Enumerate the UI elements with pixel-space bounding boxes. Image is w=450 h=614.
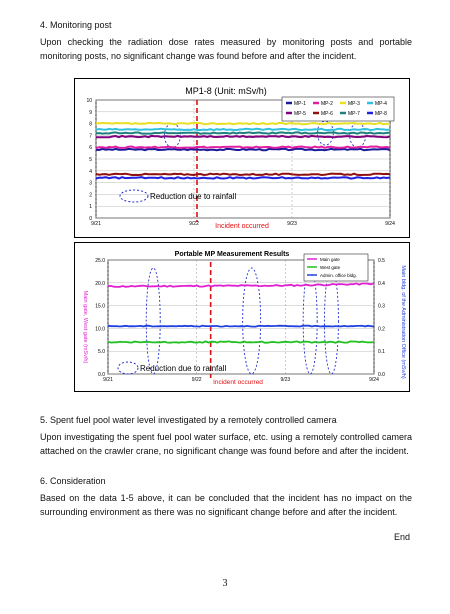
chart-2-title: Portable MP Measurement Results (174, 251, 290, 258)
chart-2-x-tick-label: 9/23 (280, 377, 291, 383)
legend-label: Main gate (320, 257, 340, 262)
chart-2-y-right-tick-label: 0.0 (378, 372, 385, 378)
legend-label: MP-8 (375, 111, 387, 117)
chart-1-y-tick-label: 7 (89, 133, 92, 140)
chart-2-x-tick-label: 9/22 (191, 377, 202, 383)
chart-1-series-mp-3 (96, 123, 390, 124)
section-5-heading: 5. Spent fuel pool water level investigated by a remotely controlled camera (40, 415, 337, 425)
chart-2-left-axis-label: Main gate, West gate (mSv/h) (82, 290, 88, 364)
chart-1-incident-label: Incident occurred (215, 223, 269, 230)
legend-label: MP-2 (321, 101, 333, 107)
chart-1-y-tick-label: 10 (86, 98, 92, 104)
chart-2-right-axis-label: Main bldg. of the Administration Office (mSv/h) (400, 265, 406, 379)
chart-2 (74, 242, 410, 392)
chart-1 (74, 78, 410, 238)
legend-label: West gate (320, 265, 341, 270)
chart-2-y-right-tick-label: 0.4 (378, 280, 385, 287)
chart-1-series-mp-1 (96, 149, 390, 150)
legend-label: MP-6 (321, 111, 333, 117)
legend-label: MP-7 (348, 111, 360, 117)
chart-2-y-tick-label: 0.0 (98, 372, 105, 378)
chart-2-y-right-tick-label: 0.5 (378, 258, 385, 264)
chart-2-y-right-tick-label: 0.1 (378, 349, 385, 356)
chart-2-y-tick-label: 20.0 (95, 280, 105, 287)
chart-1-y-tick-label: 2 (89, 192, 92, 199)
chart-2-y-tick-label: 25.0 (95, 258, 105, 264)
legend-label: MP-1 (294, 101, 306, 107)
chart-2-series-admin-office-bldg- (108, 326, 374, 327)
chart-1-y-tick-label: 1 (89, 204, 92, 211)
chart-2-y-right-tick-label: 0.3 (378, 303, 385, 310)
chart-1-annotation-text: Reduction due to rainfall (150, 192, 237, 201)
legend-label: MP-4 (375, 101, 387, 107)
chart-1-y-tick-label: 8 (89, 121, 92, 128)
chart-1-x-tick-label: 9/23 (287, 221, 297, 227)
legend-label: MP-5 (294, 111, 306, 117)
legend-label: MP-3 (348, 101, 360, 107)
section-4-body: Upon checking the radiation dose rates measured by monitoring posts and portable monitoring posts, no significant change was found before and after the incident. (40, 37, 412, 61)
chart-2-x-tick-label: 9/21 (103, 377, 113, 383)
chart-2-y-right-tick-label: 0.2 (378, 326, 385, 333)
chart-2-y-tick-label: 5.0 (98, 349, 105, 356)
section-4-heading: 4. Monitoring post (40, 20, 112, 30)
chart-1-x-tick-label: 9/24 (385, 221, 395, 227)
chart-1-y-tick-label: 0 (89, 216, 92, 222)
chart-2-y-tick-label: 15.0 (95, 303, 105, 310)
chart-1-y-tick-label: 3 (89, 180, 92, 187)
chart-1-x-tick-label: 9/22 (189, 221, 199, 227)
chart-2-x-tick-label: 9/24 (369, 377, 379, 383)
chart-2-annotation-text: Reduction due to rainfall (140, 364, 227, 373)
section-6-body: Based on the data 1-5 above, it can be concluded that the incident has no impact on the surrounding environment as there was no significant change before and after the incident. (40, 493, 412, 517)
end-label: End (394, 532, 411, 542)
chart-1-y-tick-label: 6 (89, 145, 92, 152)
chart-1-x-tick-label: 9/21 (91, 221, 101, 227)
chart-1-series-mp-7 (96, 132, 390, 133)
chart-1-y-tick-label: 9 (89, 109, 92, 116)
chart-1-y-tick-label: 5 (89, 157, 92, 163)
legend-label: Admin. office bldg. (320, 273, 357, 278)
page-number: 3 (222, 578, 228, 589)
chart-1-y-tick-label: 4 (89, 168, 92, 175)
section-6-heading: 6. Consideration (40, 476, 106, 486)
chart-2-y-tick-label: 10.0 (95, 326, 105, 333)
chart-1-title: MP1-8 (Unit: mSv/h) (185, 86, 267, 96)
chart-2-legend (304, 254, 368, 281)
chart-1-legend (282, 97, 394, 121)
chart-2-incident-label: Incident occurred (213, 379, 263, 386)
chart-1-series-mp-2 (96, 147, 390, 148)
chart-1-series-mp-4 (96, 129, 390, 130)
section-5-body: Upon investigating the spent fuel pool water surface, etc. using a remotely controlled camera attached on the crawler crane, no significant change was found before and after the incident. (40, 432, 412, 456)
